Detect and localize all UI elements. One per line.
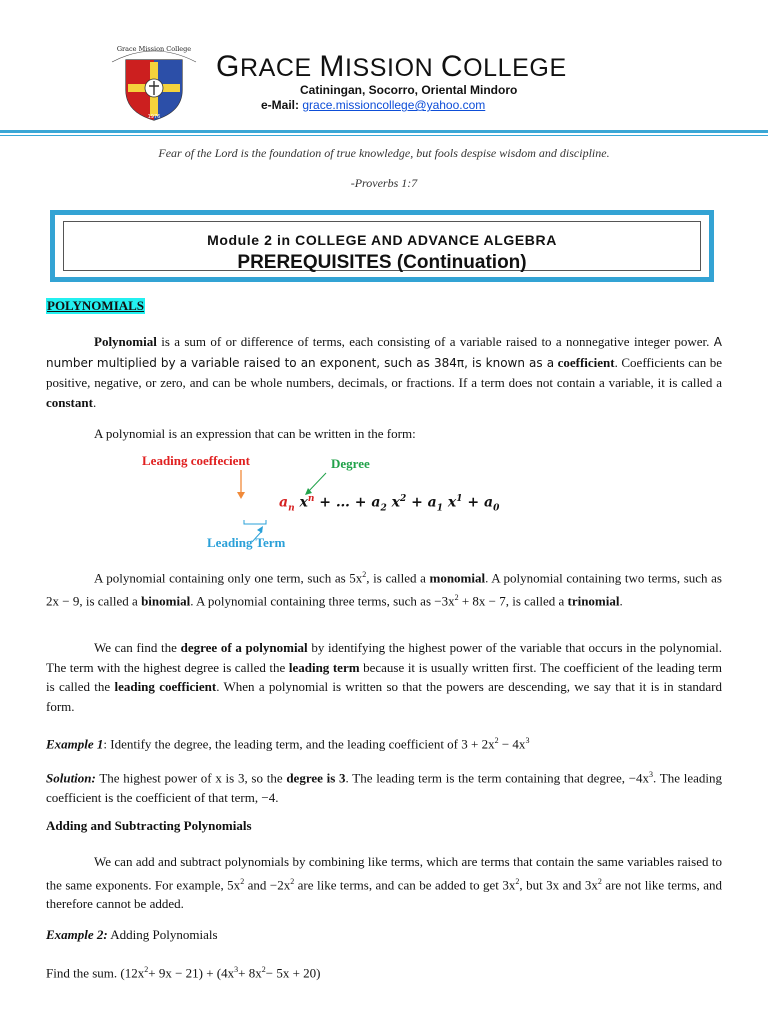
subsection-heading: Adding and Subtracting Polynomials: [46, 818, 252, 833]
college-address: Catiningan, Socorro, Oriental Mindoro: [300, 83, 518, 97]
college-name: GRACE MISSION COLLEGE: [216, 50, 567, 83]
paragraph-monomial-binomial-trinomial: A polynomial containing only one term, such as $5x^2$, is called a monomial. A polynomial containing two terms, such as 2x − 9, is called a binomial. A polynomial containing three terms, such as $-3x^2 + 8x - 7$, is called a trinomial.: [46, 570, 722, 609]
section-heading: POLYNOMIALS: [47, 298, 145, 313]
paragraph-polynomial-definition: Polynomial is a sum of or difference of terms, each consisting of a variable raised to a nonnegative integer power. A number multiplied by a variable raised to an exponent, such as 384π, is known as a coefficient. Coefficients can be positive, negative, or zero, and can be whole numbers, decimals, or fractions. If a term does not contain a variable, it is called a constant.: [46, 334, 723, 410]
page-title: PREREQUISITES (Continuation): [237, 252, 527, 273]
module-title: Module 2 in COLLEGE AND ADVANCE ALGEBRA: [207, 232, 557, 248]
email-label: e-Mail:: [261, 98, 303, 112]
solution-1: Solution: The highest power of x is 3, so the degree is 3. The leading term is the term containing that degree, $-4x^3$. The leading coefficient is the coefficient of that term, −4.: [46, 770, 722, 805]
leading-term-bracket: [244, 520, 266, 524]
paragraph-form-intro: A polynomial is an expression that can be written in the form:: [94, 426, 416, 441]
leading-coef-arrowhead: [237, 492, 245, 499]
logo-year: 1976: [147, 114, 161, 120]
find-the-sum: Find the sum. $(12x^2+ 9x - 21) + (4x^3+ 8x^2- 5x + 20)$: [46, 965, 321, 981]
example-1: Example 1: Identify the degree, the leading term, and the leading coefficient of $3 + 2x^2 - 4x^3$: [46, 736, 530, 752]
leading-coefficient-label: Leading coeffecient: [142, 453, 250, 468]
paragraph-like-terms: We can add and subtract polynomials by combining like terms, which are terms that contain the same variables raised to the same exponents. For example, $5x^2$ and $-2x^2$ are like terms, and can be added to get $3x^2$, but 3x and $3x^2$ are not like terms, and therefore cannot be added.: [46, 854, 722, 912]
leading-term-label: Leading Term: [207, 535, 286, 550]
paragraph-degree-of-polynomial: We can find the degree of a polynomial by identifying the highest power of the variable that occurs in the polynomial. The term with the highest degree is called the leading term because it is usually written first. The coefficient of the leading term is called the leading coefficient. When a polynomial is written so that the powers are descending, we say that it is in standard form.: [46, 640, 722, 714]
motto-quote: Fear of the Lord is the foundation of true knowledge, but fools despise wisdom and discipline.: [158, 146, 610, 160]
example-2: Example 2: Adding Polynomials: [46, 927, 218, 942]
logo-text: Grace Mission College: [116, 45, 192, 53]
degree-label: Degree: [331, 456, 370, 471]
degree-arrow: [307, 473, 326, 493]
proverb-citation: -Proverbs 1:7: [350, 176, 418, 190]
email-link[interactable]: grace.missioncollege@yahoo.com: [302, 98, 486, 112]
polynomial-general-form: $a_n$ $x^n$ + … + $a_2$ $x^2 + a_1$ $x^1 + a_0$: [279, 494, 500, 514]
